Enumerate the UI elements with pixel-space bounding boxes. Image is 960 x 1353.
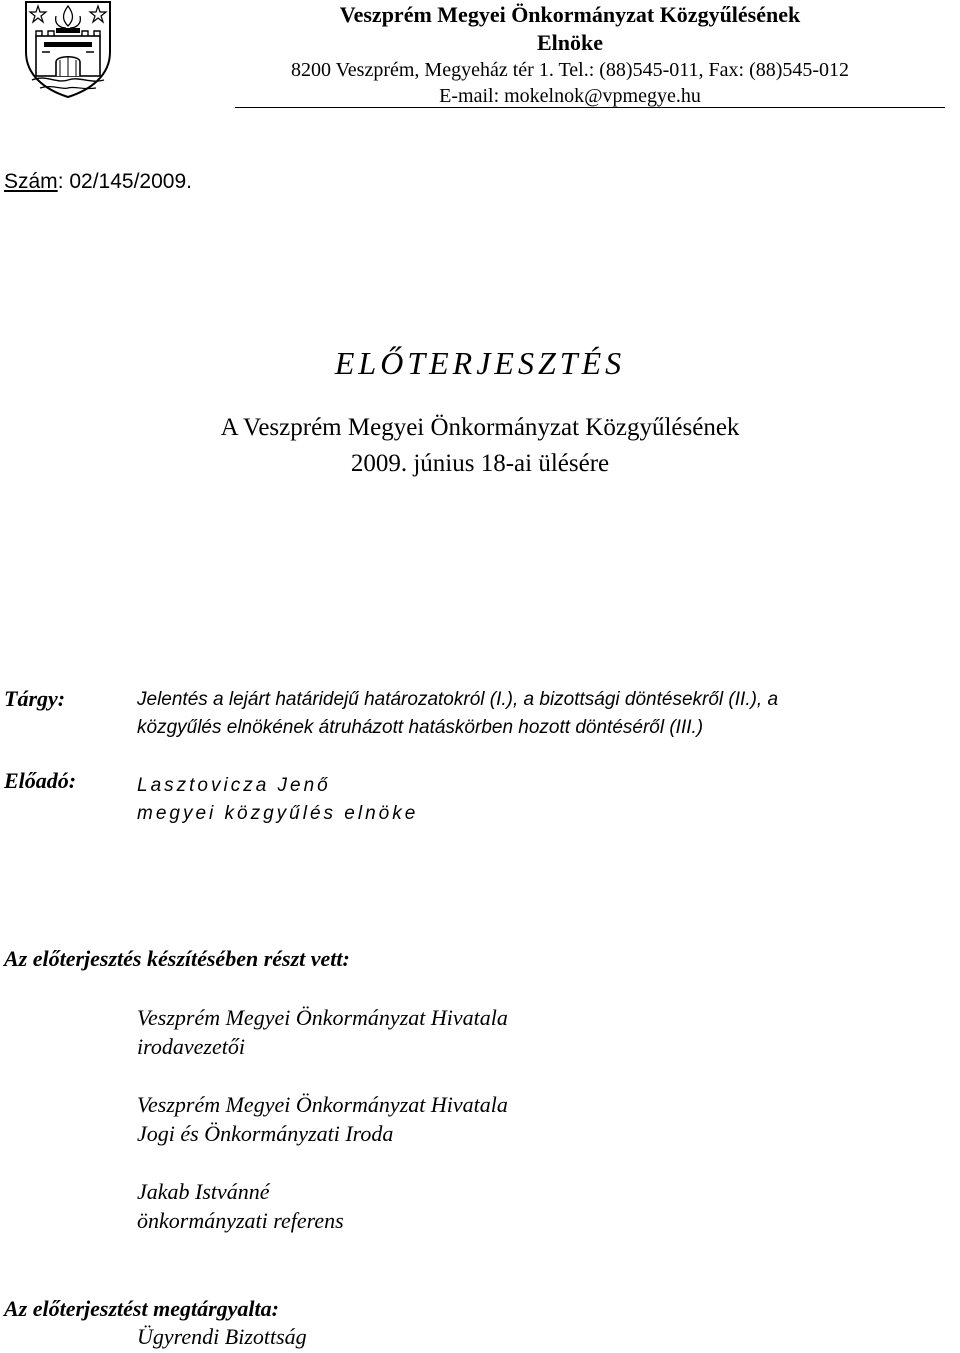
subject-text-line-1: Jelentés a lejárt határidejű határozatokról (I.), a bizottsági döntésekről (II.), a (137, 689, 779, 710)
contributor-line: Jogi és Önkormányzati Iroda (137, 1121, 394, 1146)
document-heading: ELŐTERJESZTÉS (334, 345, 626, 381)
reference-label: Szám (4, 170, 58, 193)
contributor-line: Jakab Istvánné (137, 1179, 270, 1204)
subject-text-line-2: közgyűlés elnökének átruházott hatáskörben hozott döntéséről (III.) (137, 717, 704, 738)
county-coat-of-arms (22, 0, 114, 98)
contributor-line: Veszprém Megyei Önkormányzat Hivatala (137, 1092, 508, 1117)
contributors-label: Az előterjesztés készítésében részt vett: (4, 946, 350, 971)
presenter-name: Lasztovicza Jenő (137, 775, 331, 796)
contributor-line: önkormányzati referens (137, 1208, 344, 1233)
reference-number (4, 168, 192, 196)
meeting-line-1: A Veszprém Megyei Önkormányzat Közgyűlésének (220, 414, 740, 441)
reference-value: : 02/145/2009. (57, 170, 192, 193)
discussed-by-committee: Ügyrendi Bizottság (137, 1324, 307, 1349)
letterhead-subtitle: Elnöke (536, 30, 604, 55)
letterhead-divider (235, 107, 945, 108)
contributor-line: irodavezetői (137, 1034, 245, 1059)
letterhead-email: E-mail: mokelnok@vpmegye.hu (439, 85, 701, 107)
letterhead-address: 8200 Veszprém, Megyeház tér 1. Tel.: (88)545-011, Fax: (88)545-012 (290, 59, 850, 81)
presenter-role: megyei közgyűlés elnöke (137, 803, 419, 824)
discussed-by-label: Az előterjesztést megtárgyalta: (4, 1296, 279, 1321)
presenter-label: Előadó: (4, 768, 77, 793)
letterhead-title: Veszprém Megyei Önkormányzat Közgyűlésének (339, 2, 801, 27)
meeting-line-2: 2009. június 18-ai ülésére (350, 450, 610, 477)
contributor-line: Veszprém Megyei Önkormányzat Hivatala (137, 1005, 508, 1030)
subject-label: Tárgy: (4, 686, 66, 711)
